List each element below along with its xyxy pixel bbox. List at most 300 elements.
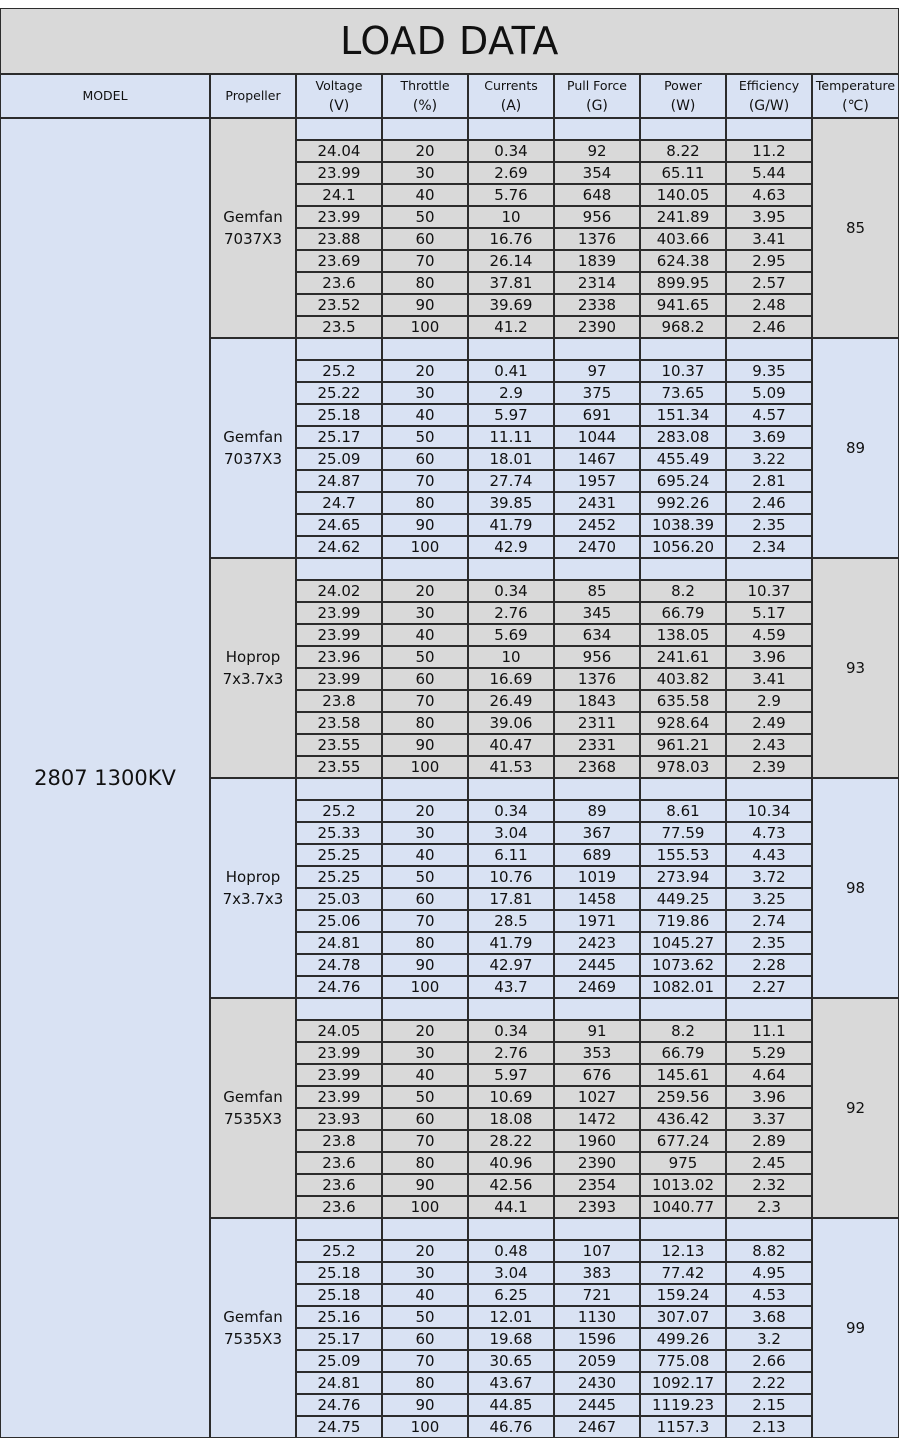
data-cell: 42.56	[468, 1174, 554, 1196]
blank-cell	[296, 338, 382, 360]
blank-cell	[554, 1218, 640, 1240]
data-cell: 23.8	[296, 1130, 382, 1152]
data-cell: 383	[554, 1262, 640, 1284]
data-cell: 3.69	[726, 426, 812, 448]
header-cell	[382, 74, 468, 118]
data-cell: 961.21	[640, 734, 726, 756]
data-cell: 1038.39	[640, 514, 726, 536]
data-cell: 42.97	[468, 954, 554, 976]
data-cell: 90	[382, 514, 468, 536]
data-cell: 648	[554, 184, 640, 206]
data-cell: 43.67	[468, 1372, 554, 1394]
data-cell: 90	[382, 294, 468, 316]
data-cell: 1119.23	[640, 1394, 726, 1416]
data-cell: 1092.17	[640, 1372, 726, 1394]
data-cell: 1130	[554, 1306, 640, 1328]
data-cell: 3.25	[726, 888, 812, 910]
data-cell: 25.18	[296, 1284, 382, 1306]
data-cell: 1957	[554, 470, 640, 492]
data-cell: 2.76	[468, 602, 554, 624]
data-cell: 25.25	[296, 866, 382, 888]
data-cell: 24.62	[296, 536, 382, 558]
data-cell: 273.94	[640, 866, 726, 888]
data-cell: 5.97	[468, 404, 554, 426]
data-cell: 100	[382, 1196, 468, 1218]
header-cell	[210, 74, 296, 118]
data-cell: 73.65	[640, 382, 726, 404]
blank-cell	[726, 338, 812, 360]
page-title: LOAD DATA	[0, 8, 899, 74]
data-cell: 23.55	[296, 734, 382, 756]
data-cell: 25.2	[296, 360, 382, 382]
data-cell: 24.04	[296, 140, 382, 162]
data-cell: 30	[382, 382, 468, 404]
header-unit: (℃)	[842, 98, 869, 114]
propeller-cell	[210, 1218, 296, 1438]
data-cell: 2.9	[726, 690, 812, 712]
data-cell: 2354	[554, 1174, 640, 1196]
data-cell: 0.34	[468, 1020, 554, 1042]
data-cell: 24.7	[296, 492, 382, 514]
data-cell: 4.64	[726, 1064, 812, 1086]
blank-cell	[382, 1218, 468, 1240]
data-cell: 241.89	[640, 206, 726, 228]
data-cell: 24.76	[296, 976, 382, 998]
blank-cell	[382, 778, 468, 800]
data-cell: 3.22	[726, 448, 812, 470]
propeller-cell	[210, 118, 296, 338]
data-cell: 23.99	[296, 1064, 382, 1086]
data-cell: 24.65	[296, 514, 382, 536]
data-cell: 634	[554, 624, 640, 646]
blank-cell	[640, 778, 726, 800]
temperature-cell	[812, 118, 899, 338]
data-cell: 80	[382, 272, 468, 294]
data-cell: 3.72	[726, 866, 812, 888]
data-cell: 25.09	[296, 1350, 382, 1372]
data-cell: 3.68	[726, 1306, 812, 1328]
data-cell: 39.69	[468, 294, 554, 316]
data-cell: 3.41	[726, 228, 812, 250]
data-cell: 23.6	[296, 1174, 382, 1196]
data-cell: 12.13	[640, 1240, 726, 1262]
data-cell: 23.99	[296, 206, 382, 228]
data-cell: 8.61	[640, 800, 726, 822]
data-cell: 992.26	[640, 492, 726, 514]
data-cell: 25.25	[296, 844, 382, 866]
data-cell: 23.6	[296, 272, 382, 294]
header-unit: (G/W)	[748, 98, 790, 114]
header-cell	[726, 74, 812, 118]
blank-cell	[382, 118, 468, 140]
model-cell	[0, 118, 210, 1438]
header-cell	[0, 74, 210, 118]
data-cell: 8.2	[640, 1020, 726, 1042]
data-cell: 5.29	[726, 1042, 812, 1064]
blank-cell	[554, 558, 640, 580]
data-cell: 70	[382, 470, 468, 492]
temperature-cell	[812, 1218, 899, 1438]
header-unit: (A)	[500, 98, 522, 114]
data-cell: 19.68	[468, 1328, 554, 1350]
data-cell: 40.96	[468, 1152, 554, 1174]
blank-cell	[296, 118, 382, 140]
data-cell: 1458	[554, 888, 640, 910]
data-cell: 691	[554, 404, 640, 426]
data-cell: 2.9	[468, 382, 554, 404]
data-cell: 1027	[554, 1086, 640, 1108]
data-cell: 30	[382, 162, 468, 184]
data-cell: 695.24	[640, 470, 726, 492]
header-cell	[296, 74, 382, 118]
temperature-value: 85	[845, 219, 866, 237]
data-cell: 4.43	[726, 844, 812, 866]
data-cell: 100	[382, 316, 468, 338]
header-label: Efficiency	[738, 78, 800, 93]
data-cell: 25.33	[296, 822, 382, 844]
data-cell: 1157.3	[640, 1416, 726, 1438]
data-cell: 1056.20	[640, 536, 726, 558]
data-cell: 1971	[554, 910, 640, 932]
data-cell: 23.99	[296, 1042, 382, 1064]
data-cell: 354	[554, 162, 640, 184]
data-cell: 721	[554, 1284, 640, 1306]
data-cell: 2.32	[726, 1174, 812, 1196]
data-cell: 12.01	[468, 1306, 554, 1328]
temperature-cell	[812, 558, 899, 778]
blank-cell	[382, 558, 468, 580]
blank-cell	[640, 998, 726, 1020]
data-cell: 1019	[554, 866, 640, 888]
data-cell: 345	[554, 602, 640, 624]
data-cell: 25.18	[296, 1262, 382, 1284]
data-cell: 23.96	[296, 646, 382, 668]
propeller-label: 7037X3	[224, 230, 282, 248]
data-cell: 1376	[554, 228, 640, 250]
data-cell: 2390	[554, 1152, 640, 1174]
data-cell: 26.14	[468, 250, 554, 272]
data-cell: 138.05	[640, 624, 726, 646]
data-cell: 97	[554, 360, 640, 382]
blank-cell	[468, 778, 554, 800]
data-cell: 100	[382, 976, 468, 998]
data-cell: 20	[382, 360, 468, 382]
header-unit: (%)	[412, 98, 438, 114]
data-cell: 25.2	[296, 800, 382, 822]
data-cell: 46.76	[468, 1416, 554, 1438]
data-cell: 4.57	[726, 404, 812, 426]
data-cell: 24.05	[296, 1020, 382, 1042]
data-cell: 23.55	[296, 756, 382, 778]
data-cell: 91	[554, 1020, 640, 1042]
data-cell: 624.38	[640, 250, 726, 272]
data-cell: 24.02	[296, 580, 382, 602]
data-cell: 2.46	[726, 492, 812, 514]
data-cell: 145.61	[640, 1064, 726, 1086]
propeller-cell	[210, 338, 296, 558]
data-cell: 23.99	[296, 624, 382, 646]
data-cell: 24.78	[296, 954, 382, 976]
data-cell: 5.44	[726, 162, 812, 184]
data-cell: 10.37	[726, 580, 812, 602]
data-cell: 20	[382, 800, 468, 822]
data-cell: 16.76	[468, 228, 554, 250]
data-cell: 10	[468, 206, 554, 228]
data-cell: 25.06	[296, 910, 382, 932]
data-cell: 1044	[554, 426, 640, 448]
data-cell: 455.49	[640, 448, 726, 470]
data-cell: 100	[382, 536, 468, 558]
data-cell: 2368	[554, 756, 640, 778]
data-cell: 11.2	[726, 140, 812, 162]
data-cell: 283.08	[640, 426, 726, 448]
temperature-cell	[812, 998, 899, 1218]
data-cell: 41.53	[468, 756, 554, 778]
propeller-label: 7535X3	[224, 1330, 282, 1348]
data-cell: 30	[382, 1042, 468, 1064]
data-cell: 4.95	[726, 1262, 812, 1284]
data-cell: 10.37	[640, 360, 726, 382]
temperature-cell	[812, 338, 899, 558]
data-cell: 23.99	[296, 162, 382, 184]
data-cell: 956	[554, 646, 640, 668]
blank-cell	[640, 1218, 726, 1240]
data-cell: 2.45	[726, 1152, 812, 1174]
data-cell: 28.22	[468, 1130, 554, 1152]
propeller-label: Gemfan	[223, 428, 283, 446]
data-cell: 50	[382, 206, 468, 228]
header-unit: (V)	[328, 98, 350, 114]
data-cell: 85	[554, 580, 640, 602]
blank-cell	[382, 338, 468, 360]
data-cell: 89	[554, 800, 640, 822]
temperature-cell	[812, 778, 899, 998]
data-cell: 41.79	[468, 932, 554, 954]
data-cell: 4.63	[726, 184, 812, 206]
temperature-value: 99	[845, 1319, 866, 1337]
header-unit: (G)	[586, 98, 608, 114]
propeller-label: 7x3.7x3	[222, 670, 284, 688]
data-cell: 2059	[554, 1350, 640, 1372]
data-cell: 689	[554, 844, 640, 866]
model-label: 2807 1300KV	[34, 766, 176, 790]
data-cell: 23.99	[296, 1086, 382, 1108]
data-cell: 30.65	[468, 1350, 554, 1372]
data-cell: 60	[382, 668, 468, 690]
data-cell: 27.74	[468, 470, 554, 492]
data-cell: 90	[382, 954, 468, 976]
data-cell: 50	[382, 646, 468, 668]
data-cell: 2.35	[726, 932, 812, 954]
blank-cell	[468, 998, 554, 1020]
data-cell: 3.41	[726, 668, 812, 690]
data-cell: 40.47	[468, 734, 554, 756]
data-cell: 40	[382, 184, 468, 206]
header-label: Propeller	[225, 88, 281, 103]
data-cell: 23.99	[296, 602, 382, 624]
data-cell: 1596	[554, 1328, 640, 1350]
blank-cell	[296, 998, 382, 1020]
data-cell: 6.25	[468, 1284, 554, 1306]
data-cell: 10.76	[468, 866, 554, 888]
temperature-value: 92	[845, 1099, 866, 1117]
data-cell: 2.22	[726, 1372, 812, 1394]
data-cell: 677.24	[640, 1130, 726, 1152]
data-cell: 25.2	[296, 1240, 382, 1262]
data-cell: 6.11	[468, 844, 554, 866]
data-cell: 23.88	[296, 228, 382, 250]
data-cell: 43.7	[468, 976, 554, 998]
data-cell: 2.46	[726, 316, 812, 338]
data-cell: 2470	[554, 536, 640, 558]
data-cell: 719.86	[640, 910, 726, 932]
propeller-label: Gemfan	[223, 208, 283, 226]
data-cell: 44.85	[468, 1394, 554, 1416]
propeller-cell	[210, 778, 296, 998]
data-cell: 92	[554, 140, 640, 162]
data-cell: 375	[554, 382, 640, 404]
data-cell: 24.81	[296, 932, 382, 954]
data-cell: 2.49	[726, 712, 812, 734]
data-cell: 24.87	[296, 470, 382, 492]
data-cell: 50	[382, 1306, 468, 1328]
data-cell: 2.81	[726, 470, 812, 492]
data-cell: 25.18	[296, 404, 382, 426]
data-cell: 40	[382, 844, 468, 866]
data-cell: 2.89	[726, 1130, 812, 1152]
blank-cell	[554, 778, 640, 800]
data-cell: 3.96	[726, 646, 812, 668]
data-cell: 2.27	[726, 976, 812, 998]
blank-cell	[296, 558, 382, 580]
blank-cell	[640, 338, 726, 360]
data-cell: 80	[382, 1152, 468, 1174]
data-cell: 18.08	[468, 1108, 554, 1130]
data-cell: 899.95	[640, 272, 726, 294]
data-cell: 140.05	[640, 184, 726, 206]
temperature-value: 93	[845, 659, 866, 677]
data-cell: 2452	[554, 514, 640, 536]
data-cell: 8.82	[726, 1240, 812, 1262]
data-cell: 2.34	[726, 536, 812, 558]
data-cell: 975	[640, 1152, 726, 1174]
header-label: Power	[664, 78, 702, 93]
data-cell: 11.1	[726, 1020, 812, 1042]
data-cell: 1376	[554, 668, 640, 690]
data-cell: 65.11	[640, 162, 726, 184]
header-label: Currents	[484, 78, 538, 93]
data-cell: 159.24	[640, 1284, 726, 1306]
header-label: Throttle	[400, 78, 450, 93]
data-cell: 8.2	[640, 580, 726, 602]
data-cell: 2.3	[726, 1196, 812, 1218]
data-cell: 2430	[554, 1372, 640, 1394]
propeller-cell	[210, 998, 296, 1218]
data-cell: 25.17	[296, 1328, 382, 1350]
data-cell: 40	[382, 404, 468, 426]
data-cell: 39.85	[468, 492, 554, 514]
data-cell: 5.97	[468, 1064, 554, 1086]
data-cell: 60	[382, 1108, 468, 1130]
data-cell: 1960	[554, 1130, 640, 1152]
blank-cell	[554, 998, 640, 1020]
data-cell: 60	[382, 228, 468, 250]
data-cell: 39.06	[468, 712, 554, 734]
data-cell: 25.09	[296, 448, 382, 470]
data-cell: 2.13	[726, 1416, 812, 1438]
data-cell: 5.17	[726, 602, 812, 624]
data-cell: 2.43	[726, 734, 812, 756]
data-cell: 40	[382, 1064, 468, 1086]
data-cell: 25.17	[296, 426, 382, 448]
propeller-label: Gemfan	[223, 1088, 283, 1106]
data-cell: 10.69	[468, 1086, 554, 1108]
data-cell: 50	[382, 1086, 468, 1108]
header-cell	[640, 74, 726, 118]
data-cell: 50	[382, 866, 468, 888]
data-cell: 23.5	[296, 316, 382, 338]
data-cell: 40	[382, 624, 468, 646]
data-cell: 60	[382, 888, 468, 910]
propeller-label: Hoprop	[225, 868, 281, 886]
data-cell: 30	[382, 822, 468, 844]
data-cell: 80	[382, 932, 468, 954]
data-cell: 3.04	[468, 1262, 554, 1284]
data-cell: 1467	[554, 448, 640, 470]
data-cell: 1472	[554, 1108, 640, 1130]
data-cell: 2.69	[468, 162, 554, 184]
blank-cell	[726, 558, 812, 580]
propeller-label: 7037X3	[224, 450, 282, 468]
data-cell: 77.59	[640, 822, 726, 844]
data-cell: 403.66	[640, 228, 726, 250]
data-cell: 24.81	[296, 1372, 382, 1394]
data-cell: 100	[382, 756, 468, 778]
blank-cell	[468, 1218, 554, 1240]
data-cell: 978.03	[640, 756, 726, 778]
blank-cell	[382, 998, 468, 1020]
data-cell: 23.6	[296, 1196, 382, 1218]
data-cell: 100	[382, 1416, 468, 1438]
data-cell: 8.22	[640, 140, 726, 162]
data-cell: 241.61	[640, 646, 726, 668]
header-label: Pull Force	[567, 78, 627, 93]
data-cell: 23.99	[296, 668, 382, 690]
data-cell: 3.95	[726, 206, 812, 228]
data-cell: 80	[382, 712, 468, 734]
data-cell: 4.59	[726, 624, 812, 646]
data-cell: 107	[554, 1240, 640, 1262]
data-cell: 50	[382, 426, 468, 448]
data-cell: 37.81	[468, 272, 554, 294]
data-cell: 5.69	[468, 624, 554, 646]
data-cell: 676	[554, 1064, 640, 1086]
data-cell: 928.64	[640, 712, 726, 734]
blank-cell	[468, 338, 554, 360]
data-cell: 80	[382, 1372, 468, 1394]
data-cell: 80	[382, 492, 468, 514]
blank-cell	[296, 1218, 382, 1240]
data-cell: 3.96	[726, 1086, 812, 1108]
header-label: Voltage	[315, 78, 363, 93]
data-cell: 1843	[554, 690, 640, 712]
data-cell: 367	[554, 822, 640, 844]
propeller-label: 7x3.7x3	[222, 890, 284, 908]
header-label: Temperature	[815, 78, 896, 93]
data-cell: 70	[382, 1350, 468, 1372]
data-cell: 2.15	[726, 1394, 812, 1416]
propeller-label: 7535X3	[224, 1110, 282, 1128]
